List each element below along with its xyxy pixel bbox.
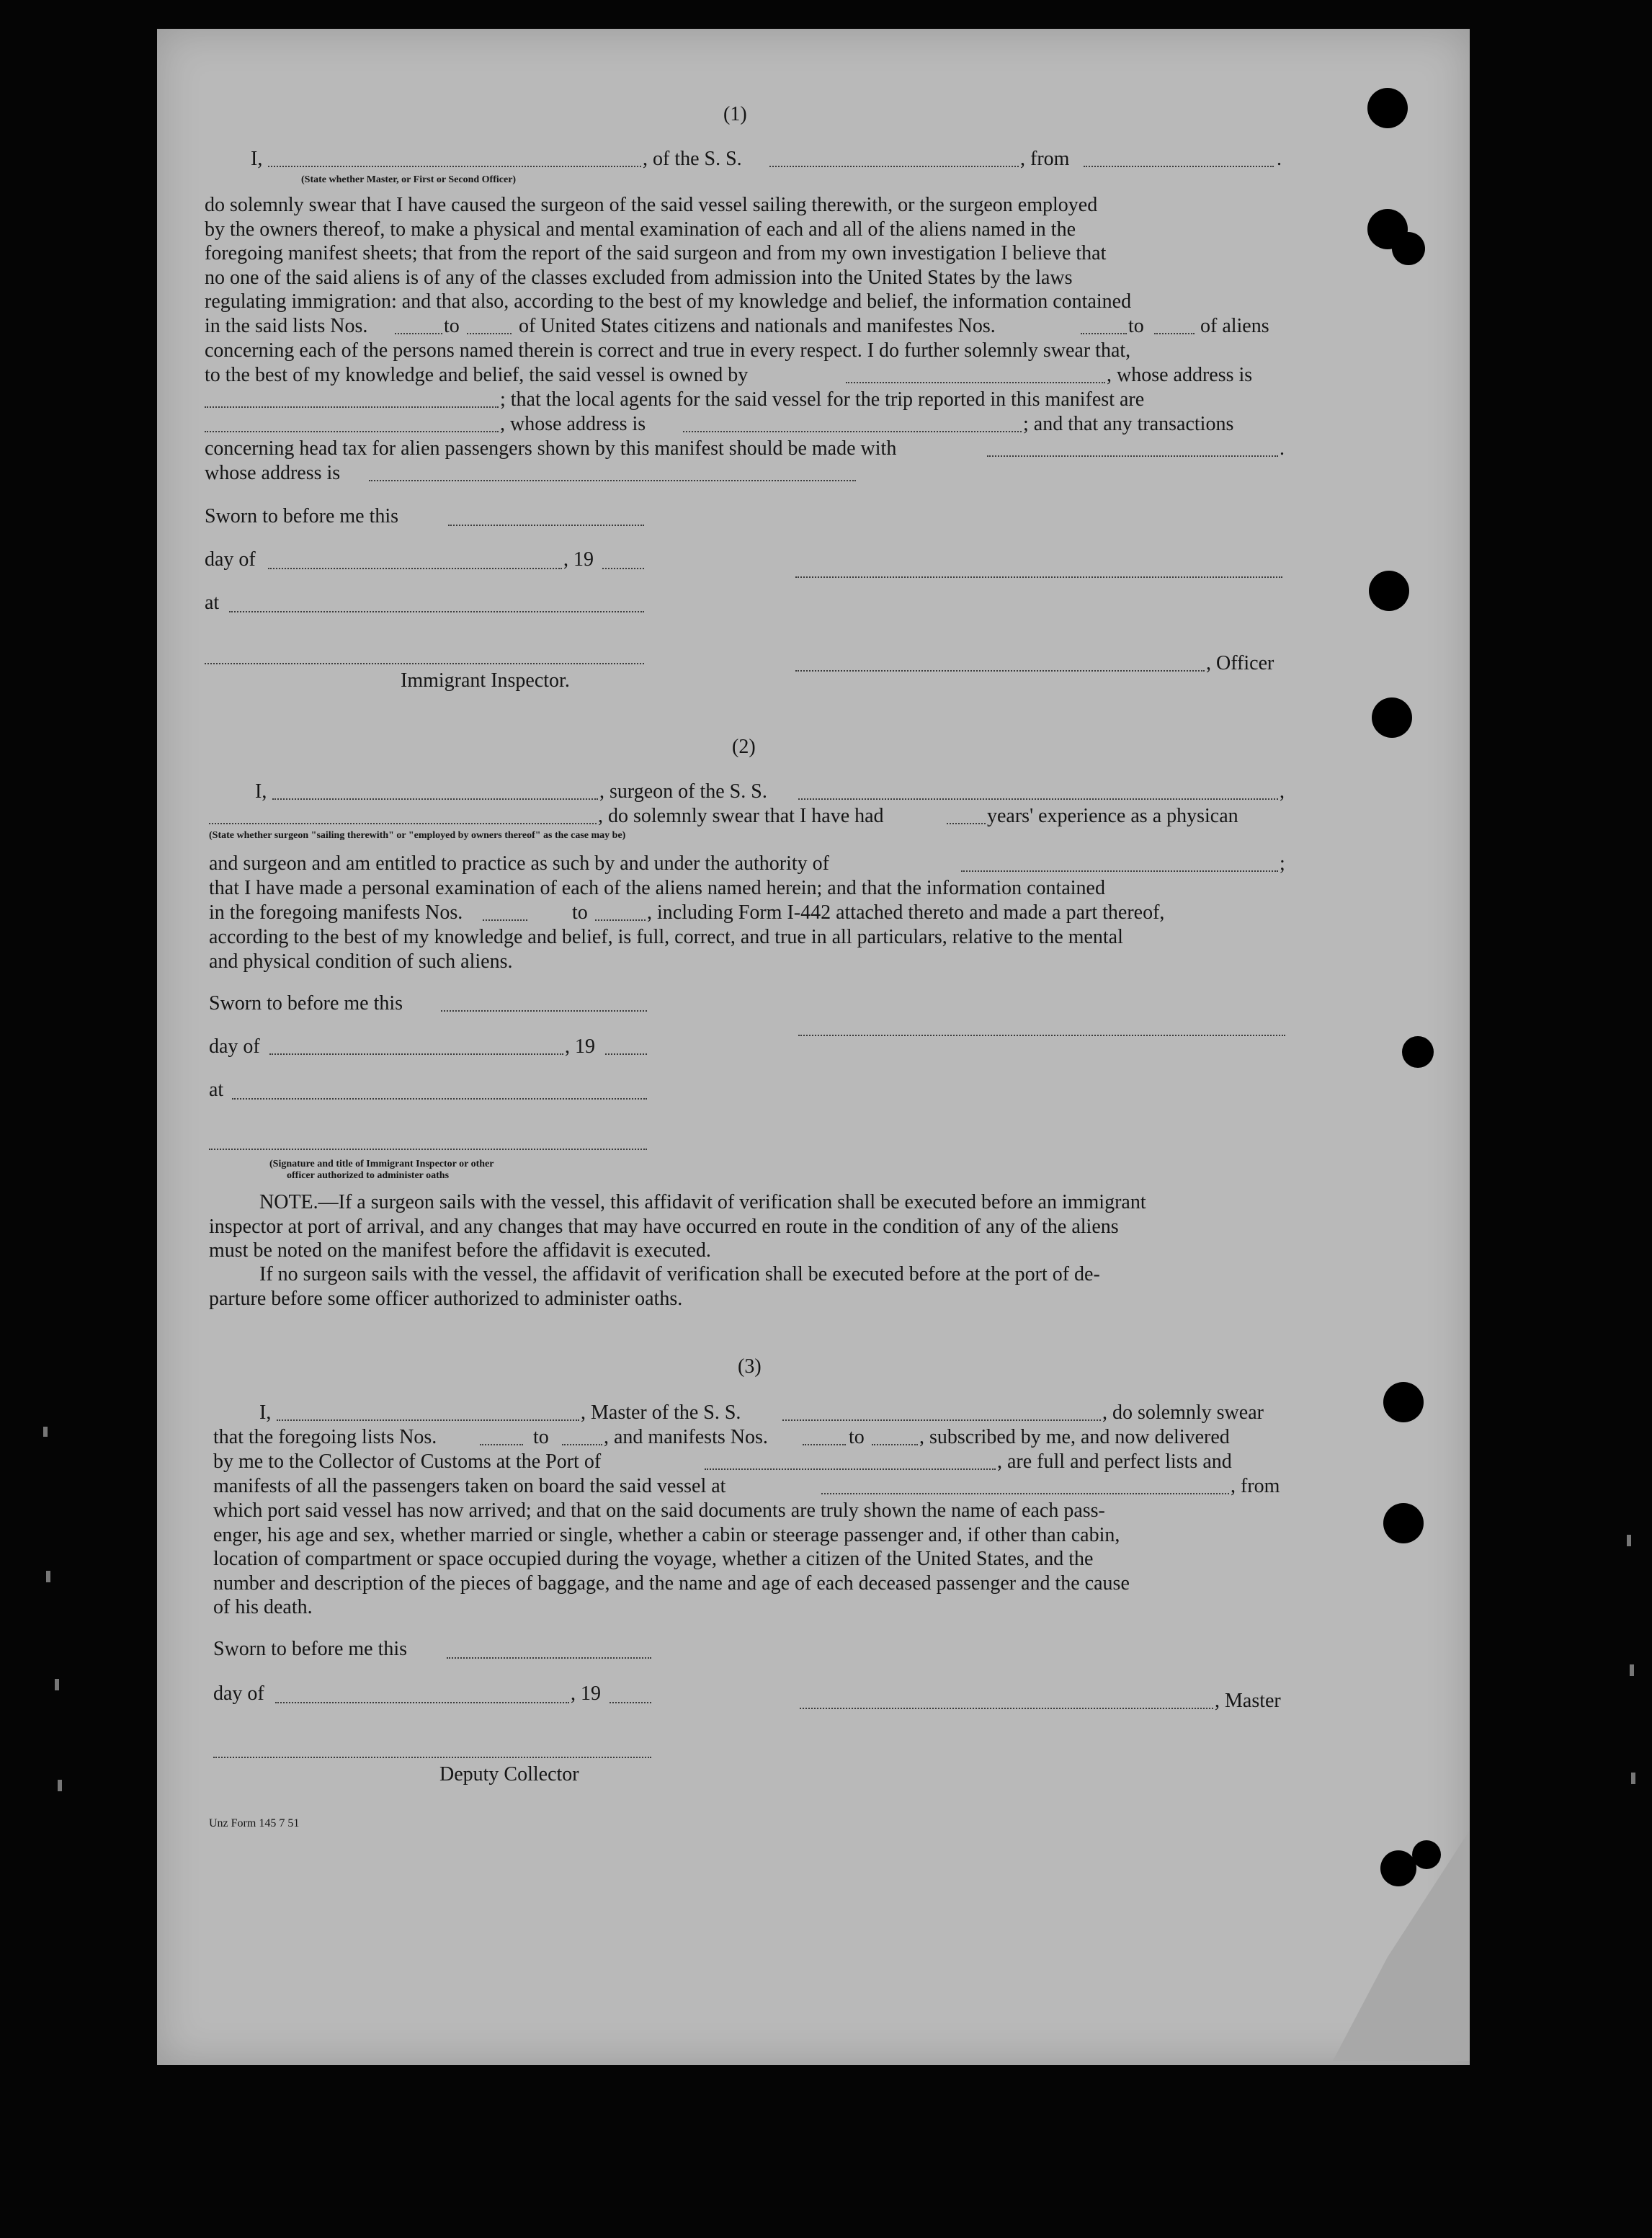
to-label: to <box>572 901 588 924</box>
departure-port-field[interactable] <box>821 1493 1229 1494</box>
swear-label: , do solemnly swear <box>1102 1401 1264 1424</box>
transactions-label: ; and that any transactions <box>1023 413 1234 435</box>
collector-signature-field[interactable] <box>213 1757 651 1758</box>
signature-note-1: (Signature and title of Immigrant Inspector or other <box>269 1159 494 1169</box>
owned-by-label: to the best of my knowledge and belief, the said vessel is owned by <box>205 364 749 386</box>
master-name-field[interactable] <box>277 1419 579 1421</box>
experience-label: , do solemnly swear that I have had <box>598 805 884 827</box>
authority-label: and surgeon and am entitled to practice as such by and under the authority of <box>209 852 829 875</box>
manifests-nos-label: in the foregoing manifests Nos. <box>209 901 463 924</box>
master-lead: I, <box>259 1401 272 1424</box>
year-label: , 19 <box>563 548 594 571</box>
owner-field[interactable] <box>846 382 1105 383</box>
s3-lists-from-field[interactable] <box>480 1444 523 1445</box>
s3-lists-to-field[interactable] <box>562 1444 602 1445</box>
edge-mark <box>1630 1664 1634 1676</box>
authority-field[interactable] <box>961 870 1278 872</box>
examination-line: that I have made a personal examination of each of the aliens named herein; and that the information contained <box>209 877 1105 899</box>
punch-hole <box>1402 1036 1434 1068</box>
oath-body-1: do solemnly swear that I have caused the surgeon of the said vessel sailing therewith, or the surgeon employed by the owners thereof, to make a physical and mental examination of each and all of the aliens named in the foregoing manifest sheets; that from the report of the said surgeon and from my own investigation I believe that no one of the said aliens is of any of the classes excluded from admission into the United States by the laws regulating immigration: and that also, according to the best of my knowledge and belief, the information contained <box>205 194 1132 313</box>
at-label: at <box>205 592 220 614</box>
s3-manifests-to-field[interactable] <box>872 1444 918 1445</box>
surgeon-lead: I, <box>255 780 267 803</box>
port-label: by me to the Collector of Customs at the Port of <box>213 1450 602 1473</box>
section-2-number: (2) <box>732 736 756 758</box>
oath-line: concerning each of the persons named therein is correct and true in every respect. I do further solemnly swear that, <box>205 339 1131 362</box>
s2-manifests-to-field[interactable] <box>595 919 646 921</box>
note-paragraph: NOTE.—If a surgeon sails with the vessel, this affidavit of verification shall be executed before an immigrant inspector at port of arrival, and any changes that may have occurred en route in the condition of any of the aliens must be noted on the manifest before the affidavit is executed. <box>209 1191 1146 1262</box>
punch-hole <box>1383 1503 1424 1543</box>
vessel-name-field[interactable] <box>769 166 1019 167</box>
from-label: , from <box>1231 1475 1280 1497</box>
belief-line: according to the best of my knowledge and belief, is full, correct, and true in all particulars, relative to the mental <box>209 926 1123 948</box>
comma: , <box>1280 780 1285 803</box>
year-label: , 19 <box>565 1035 595 1058</box>
surgeon-name-field[interactable] <box>272 798 598 800</box>
local-agents-field[interactable] <box>205 431 499 432</box>
punch-hole <box>1392 232 1425 265</box>
agents-address-field[interactable] <box>683 431 1022 432</box>
head-tax-address-label: whose address is <box>205 462 341 484</box>
master-vessel-field[interactable] <box>782 1419 1101 1421</box>
of-ss-label: , of the S. S. <box>643 148 742 170</box>
local-agents-label: ; that the local agents for the said vessel for the trip reported in this manifest are <box>500 388 1145 411</box>
sworn-label: Sworn to before me this <box>205 505 399 527</box>
s3-day-of-field[interactable] <box>275 1702 569 1703</box>
edge-mark <box>1627 1535 1631 1546</box>
at-field[interactable] <box>229 611 644 612</box>
edge-mark <box>58 1780 62 1791</box>
s2-day-of-field[interactable] <box>269 1053 563 1055</box>
port-field[interactable] <box>705 1468 996 1470</box>
surgeon-type-note: (State whether surgeon "sailing therewith" or "employed by owners thereof" as the case may be) <box>209 830 626 841</box>
to-label: to <box>533 1426 549 1448</box>
surgeon-type-field[interactable] <box>209 823 597 824</box>
punch-hole <box>1369 571 1409 611</box>
punch-hole <box>1412 1840 1441 1869</box>
section-1-number: (1) <box>723 103 747 125</box>
s2-inspector-signature-field[interactable] <box>209 1149 647 1150</box>
edge-mark <box>43 1427 48 1437</box>
deputy-collector-label: Deputy Collector <box>439 1763 579 1786</box>
signature-note-2: officer authorized to administer oaths <box>287 1170 450 1181</box>
section-3-number: (3) <box>738 1355 762 1378</box>
edge-mark <box>46 1571 50 1582</box>
day-of-label: day of <box>205 548 256 571</box>
s2-at-field[interactable] <box>232 1098 647 1100</box>
officer-label: , Officer <box>1206 652 1274 674</box>
head-tax-label: concerning head tax for alien passengers shown by this manifest should be made with <box>205 437 897 460</box>
s2-manifests-from-field[interactable] <box>483 919 527 921</box>
sworn-label: Sworn to before me this <box>213 1638 408 1660</box>
semicolon: ; <box>1280 852 1285 875</box>
to-label: to <box>1128 315 1144 337</box>
inspector-signature-field[interactable] <box>205 663 644 664</box>
manifests-nos-label: , and manifests Nos. <box>604 1426 768 1448</box>
surgeon-signature-field[interactable] <box>798 1035 1285 1036</box>
taken-on-board-label: manifests of all the passengers taken on board the said vessel at <box>213 1475 726 1497</box>
punch-hole <box>1380 1850 1416 1886</box>
year-field[interactable] <box>602 568 644 569</box>
punch-hole <box>1372 697 1412 738</box>
perfect-lists-label: , are full and perfect lists and <box>997 1450 1232 1473</box>
immigrant-inspector-label: Immigrant Inspector. <box>401 669 570 692</box>
condition-line: and physical condition of such aliens. <box>209 950 513 973</box>
form-id: Unz Form 145 7 51 <box>209 1817 300 1829</box>
to-label: to <box>444 315 460 337</box>
period: . <box>1277 148 1282 170</box>
agents-address-label: , whose address is <box>500 413 646 435</box>
officer-name-field[interactable] <box>268 166 641 167</box>
delivered-label: , subscribed by me, and now delivered <box>919 1426 1230 1448</box>
s3-manifests-from-field[interactable] <box>803 1444 846 1445</box>
period: . <box>1280 437 1285 460</box>
day-of-label: day of <box>209 1035 260 1058</box>
sworn-label: Sworn to before me this <box>209 992 403 1015</box>
day-of-field[interactable] <box>268 568 562 569</box>
officer-signature-field[interactable] <box>795 576 1282 578</box>
from-port-field[interactable] <box>1084 166 1274 167</box>
punch-hole <box>1367 88 1408 128</box>
surgeon-vessel-field[interactable] <box>798 798 1278 800</box>
master-label: , Master <box>1215 1690 1281 1712</box>
lists-nos-label: that the foregoing lists Nos. <box>213 1426 437 1448</box>
owner-address-label: , whose address is <box>1107 364 1253 386</box>
form-i442-label: , including Form I-442 attached thereto and made a part thereof, <box>647 901 1165 924</box>
edge-mark <box>1631 1773 1635 1784</box>
day-of-label: day of <box>213 1682 264 1705</box>
officer-lead: I, <box>251 148 263 170</box>
head-tax-address-field[interactable] <box>369 480 856 481</box>
from-label: , from <box>1020 148 1070 170</box>
lists-from-field[interactable] <box>395 333 442 334</box>
sworn-day-field[interactable] <box>448 525 644 526</box>
master-signature-field[interactable] <box>800 1708 1213 1709</box>
year-label: , 19 <box>571 1682 601 1705</box>
lists-nos-label: in the said lists Nos. <box>205 315 368 337</box>
head-tax-field[interactable] <box>987 455 1278 457</box>
s3-year-field[interactable] <box>610 1702 651 1703</box>
master-of-ss-label: , Master of the S. S. <box>581 1401 741 1424</box>
note-paragraph-2: If no surgeon sails with the vessel, the affidavit of verification shall be executed before at the port of de- parture before some officer authorized to administer oaths. <box>209 1263 1100 1310</box>
s3-sworn-field[interactable] <box>447 1657 651 1659</box>
owner-address-field[interactable] <box>205 406 499 408</box>
of-aliens-label: of aliens <box>1200 315 1269 337</box>
edge-mark <box>55 1679 59 1690</box>
oath-body-3: which port said vessel has now arrived; and that on the said documents are truly shown the name of each pass- enger, his age and sex, whether married or single, whether a cabin or steerage passenger and, if other than cabin, location of compartment or space occupied during the voyage, whether a citizen of the United States, and the number and description of the pieces of baggage, and the name and age of each deceased passenger and the cause of his death. <box>213 1499 1130 1618</box>
at-label: at <box>209 1079 224 1101</box>
s2-sworn-field[interactable] <box>441 1010 647 1012</box>
s2-year-field[interactable] <box>605 1053 647 1055</box>
punch-hole <box>1383 1382 1424 1422</box>
officer-name-sign-field[interactable] <box>795 670 1205 672</box>
officer-rank-note: (State whether Master, or First or Second Officer) <box>301 174 517 185</box>
experience-years-field[interactable] <box>947 823 986 824</box>
surgeon-of-ss-label: , surgeon of the S. S. <box>599 780 767 803</box>
lists-to-field[interactable] <box>467 333 512 334</box>
manifests-from-field[interactable] <box>1081 333 1127 334</box>
manifests-to-field[interactable] <box>1154 333 1195 334</box>
physician-label: years' experience as a physican <box>987 805 1238 827</box>
citizens-manifests-label: of United States citizens and nationals and manifestes Nos. <box>519 315 996 337</box>
to-label: to <box>849 1426 865 1448</box>
